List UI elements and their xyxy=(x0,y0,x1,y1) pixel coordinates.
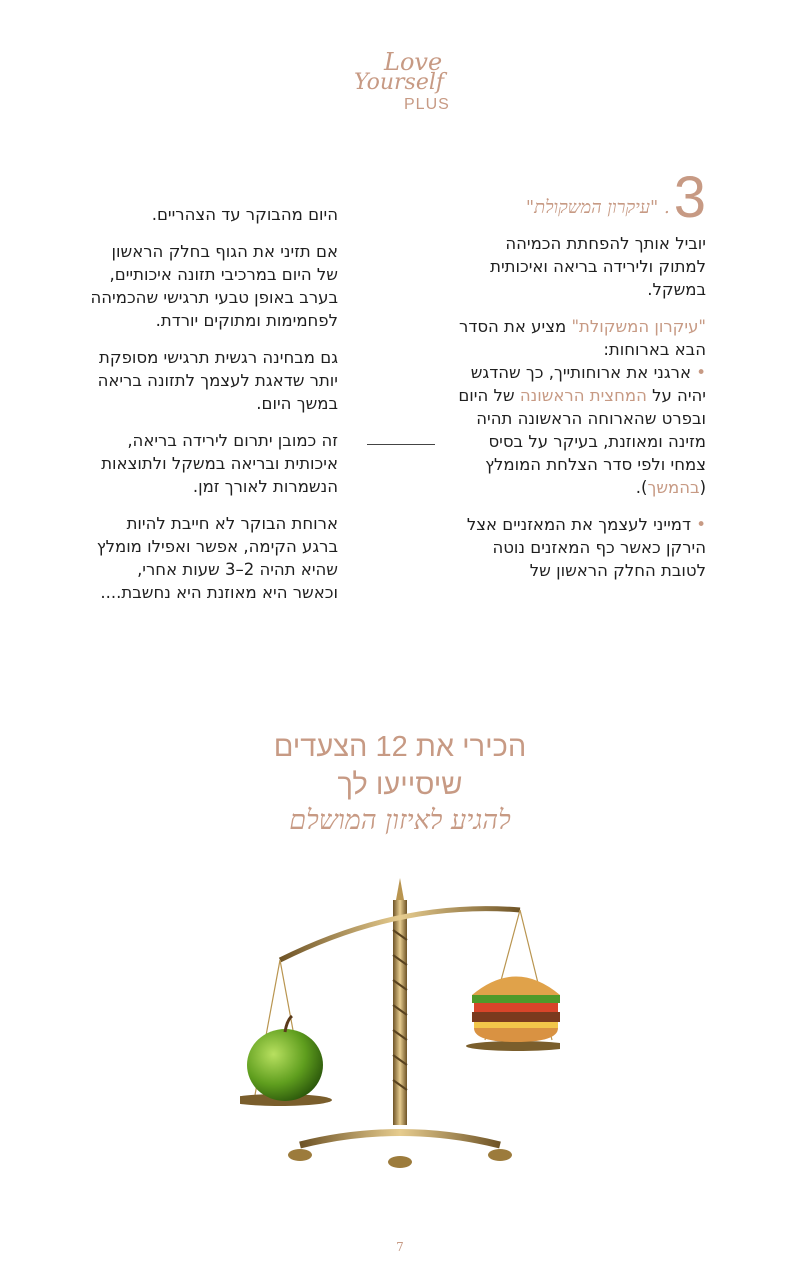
bullet-1-text-a: ארגני את ארוחותייך, כך שהדגש יהיה על xyxy=(470,363,706,405)
principle-rest: מציע את הסדר הבא בארוחות: xyxy=(459,317,706,359)
principle-paragraph xyxy=(456,315,706,499)
logo-word-plus: PLUS xyxy=(404,96,450,113)
left-paragraph-5: ארוחת הבוקר לא חייבת להיות ברגע הקימה, אפשר ואפילו מומלץ שהיא תהיה 2–3 שעות אחרי, וכאשר היא מאוזנת היא נחשבת.... xyxy=(96,514,338,602)
scale-base xyxy=(288,1120,512,1168)
bullet-1-text-c: ). xyxy=(635,478,648,497)
promo-line-2: שיסייעו לך xyxy=(337,769,463,801)
section-number: 3 xyxy=(673,165,706,230)
left-paragraph-4: זה כמובן יתרום לירידה בריאה, איכותית ובריאה במשקל ולתוצאות הנשמרות לאורך זמן. xyxy=(101,431,338,496)
column-divider xyxy=(367,444,435,445)
logo-word-love: Love xyxy=(384,48,443,76)
section-title: . "עיקרון המשקולת" xyxy=(525,197,670,218)
left-paragraph-1: היום מהבוקר עד הצהריים. xyxy=(151,205,338,224)
section-heading xyxy=(466,165,706,230)
promo-heading xyxy=(150,728,650,838)
bullet-icon: • xyxy=(696,515,706,534)
intro-paragraph: יוביל אותך להפחתת הכמיהה למתוק ולירידה בריאה ואיכותית במשקל. xyxy=(490,234,706,299)
apple-icon xyxy=(247,1016,323,1101)
bullet-1-text-b: של היום ובפרט שהארוחה הראשונה תהיה מזינה ומאוזנת, בעיקר על בסיס צמחי ולפי סדר הצלחת המומלץ ( xyxy=(458,386,706,497)
principle-quote: "עיקרון המשקולת" xyxy=(571,317,706,336)
page-number: 7 xyxy=(396,1240,404,1254)
bullet-1-accent: המחצית הראשונה xyxy=(519,386,647,405)
left-text-column xyxy=(88,203,338,618)
promo-line-3: להגיע לאיזון המושלם xyxy=(289,805,511,836)
promo-line-1: הכירי את 12 הצעדים xyxy=(273,731,527,763)
balance-scale-illustration xyxy=(240,870,560,1180)
continued-link[interactable]: בהמשך xyxy=(647,478,700,497)
bullet-2-text: דמייני לעצמך את המאזניים אצל הירקן כאשר כף המאזנים נוטה לטובת החלק הראשון של xyxy=(466,515,706,580)
bullet-icon: • xyxy=(696,363,706,382)
right-text-column xyxy=(456,232,706,596)
burger-icon xyxy=(472,977,560,1043)
logo-word-yourself: Yourself xyxy=(354,70,445,95)
left-paragraph-3: גם מבחינה רגשית תרגישי מסופקת יותר שדאגת לעצמך לתזונה בריאה במשך היום. xyxy=(97,348,338,413)
bullet-2-paragraph xyxy=(456,513,706,582)
brand-logo xyxy=(340,44,460,124)
left-paragraph-2: אם תזיני את הגוף בחלק הראשון של היום במרכיבי תזונה איכותיים, בערב באופן טבעי תרגישי שהכמיהה לפחמימות ומתוקים יורדת. xyxy=(90,242,338,330)
